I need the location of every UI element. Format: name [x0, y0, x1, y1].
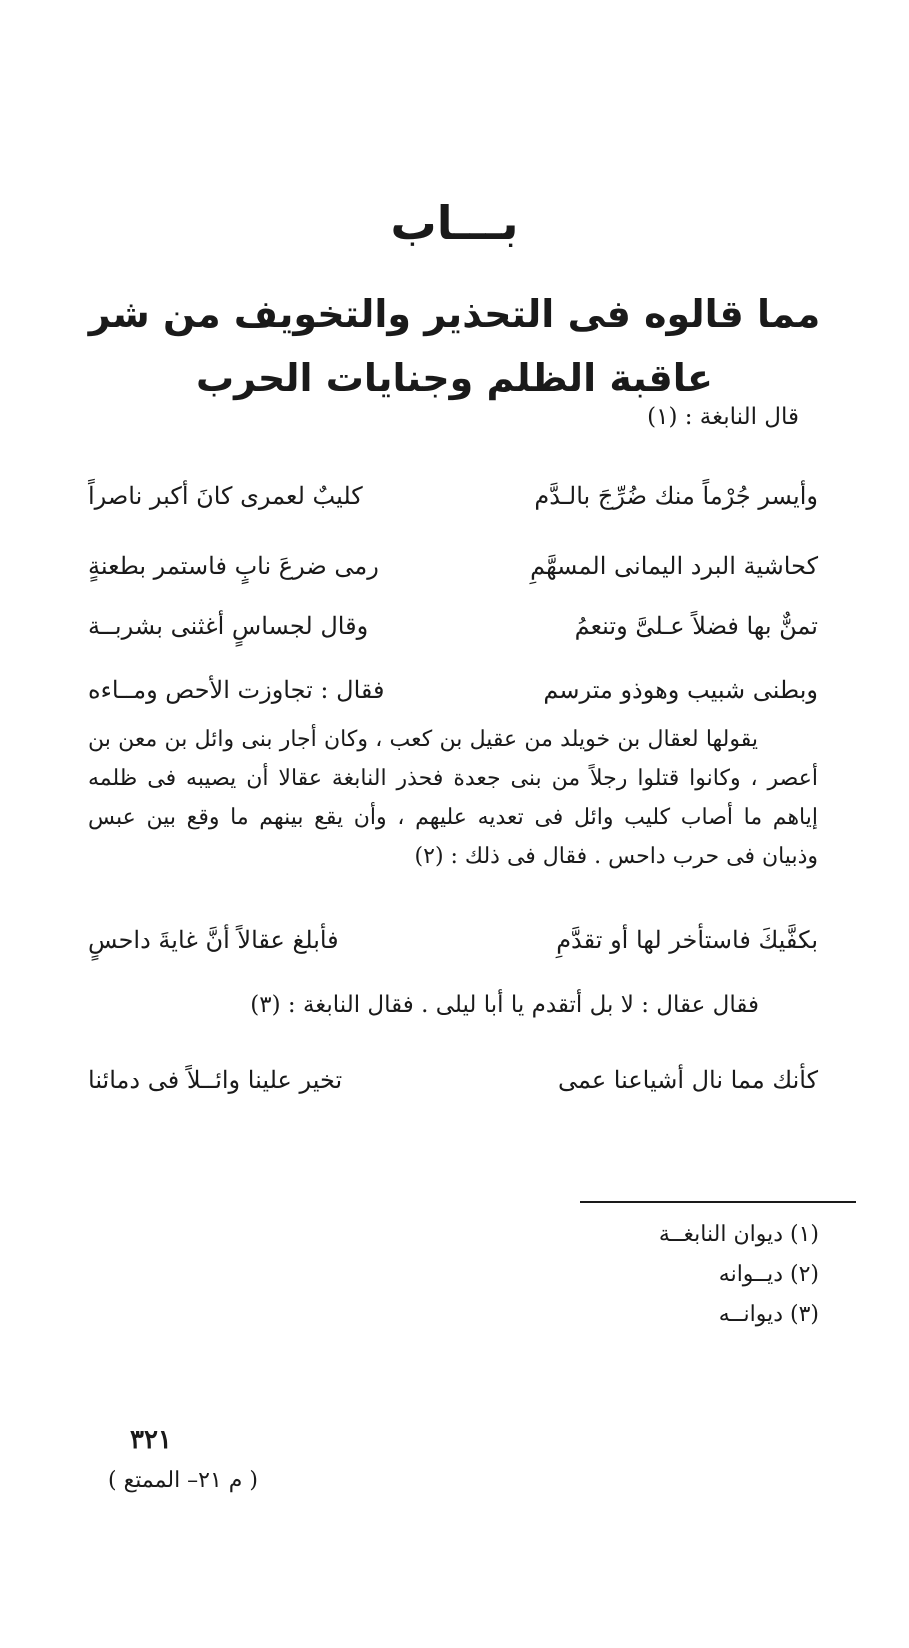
hemistich-first: كليبٌ لعمرى كانَ أكبر ناصراً — [88, 482, 363, 510]
hemistich-first: رمى ضرعَ نابٍ فاستمر بطعنةٍ — [88, 552, 379, 580]
chapter-title-line-1: مما قالوه فى التحذير والتخويف من شر — [88, 292, 821, 336]
poem-1-verse-1 — [88, 474, 818, 518]
poem-2-verse-1 — [88, 918, 818, 962]
hemistich-first: فأبلغ عقالاً أنَّ غايةَ داحسٍ — [88, 926, 339, 954]
footnote-2: (٢) ديــوانه — [718, 1262, 819, 1287]
prose-paragraph: يقولها لعقال بن خويلد من عقيل بن كعب ، وكان أجار بنى وائل بن معن بن أعصر ، وكانوا قتلوا رجلاً من بنى جعدة فحذر النابغة عقالا أن يصيبه فى ظلمه إياهم ما أصاب كليب وائل فى تعديه عليهم ، وأن يقع بينهم ما وقع بين عبس وذبيان فى حرب داحس . فقال فى ذلك : (٢) — [88, 727, 818, 869]
poem-3-verse-1 — [88, 1058, 818, 1102]
hemistich-second: وأيسر جُرْماً منك ضُرِّجَ بالـدَّم — [534, 482, 818, 510]
intro-line-2: فقال عقال : لا بل أتقدم يا أبا ليلى . فقال النابغة : (٣) — [250, 992, 759, 1018]
hemistich-second: تمنٌّ بها فضلاً عـلىَّ وتنعمُ — [574, 612, 818, 640]
poem-1-verse-2 — [88, 544, 818, 588]
chapter-label: بـــاب — [390, 196, 519, 250]
footnote-3: (٣) ديوانــه — [718, 1302, 819, 1327]
page-number: ٣٢١ — [130, 1425, 172, 1455]
printer-signature: ( م ٢١– الممتع ) — [108, 1468, 259, 1493]
hemistich-second: بكفَّيكَ فاستأخر لها أو تقدَّمِ — [556, 926, 818, 954]
chapter-title-line-2: عاقبة الظلم وجنايات الحرب — [196, 356, 713, 400]
footnote-divider — [580, 1201, 856, 1203]
intro-line-1: قال النابغة : (١) — [647, 404, 799, 430]
hemistich-first: تخير علينا وائــلاً فى دمائنا — [88, 1066, 343, 1094]
hemistich-second: وبطنى شبيب وهوذو مترسم — [543, 676, 818, 704]
hemistich-second: كأنك مما نال أشياعنا عمى — [557, 1066, 818, 1094]
footnote-1: (١) ديوان النابغــة — [658, 1222, 819, 1247]
poem-1-verse-3 — [88, 604, 818, 648]
hemistich-first: وقال لجساسٍ أغثنى بشربــة — [88, 612, 369, 640]
poem-1-verse-4 — [88, 668, 818, 712]
hemistich-second: كحاشية البرد اليمانى المسهَّمِ — [530, 552, 818, 580]
hemistich-first: فقال : تجاوزت الأحص ومــاءه — [88, 676, 385, 704]
